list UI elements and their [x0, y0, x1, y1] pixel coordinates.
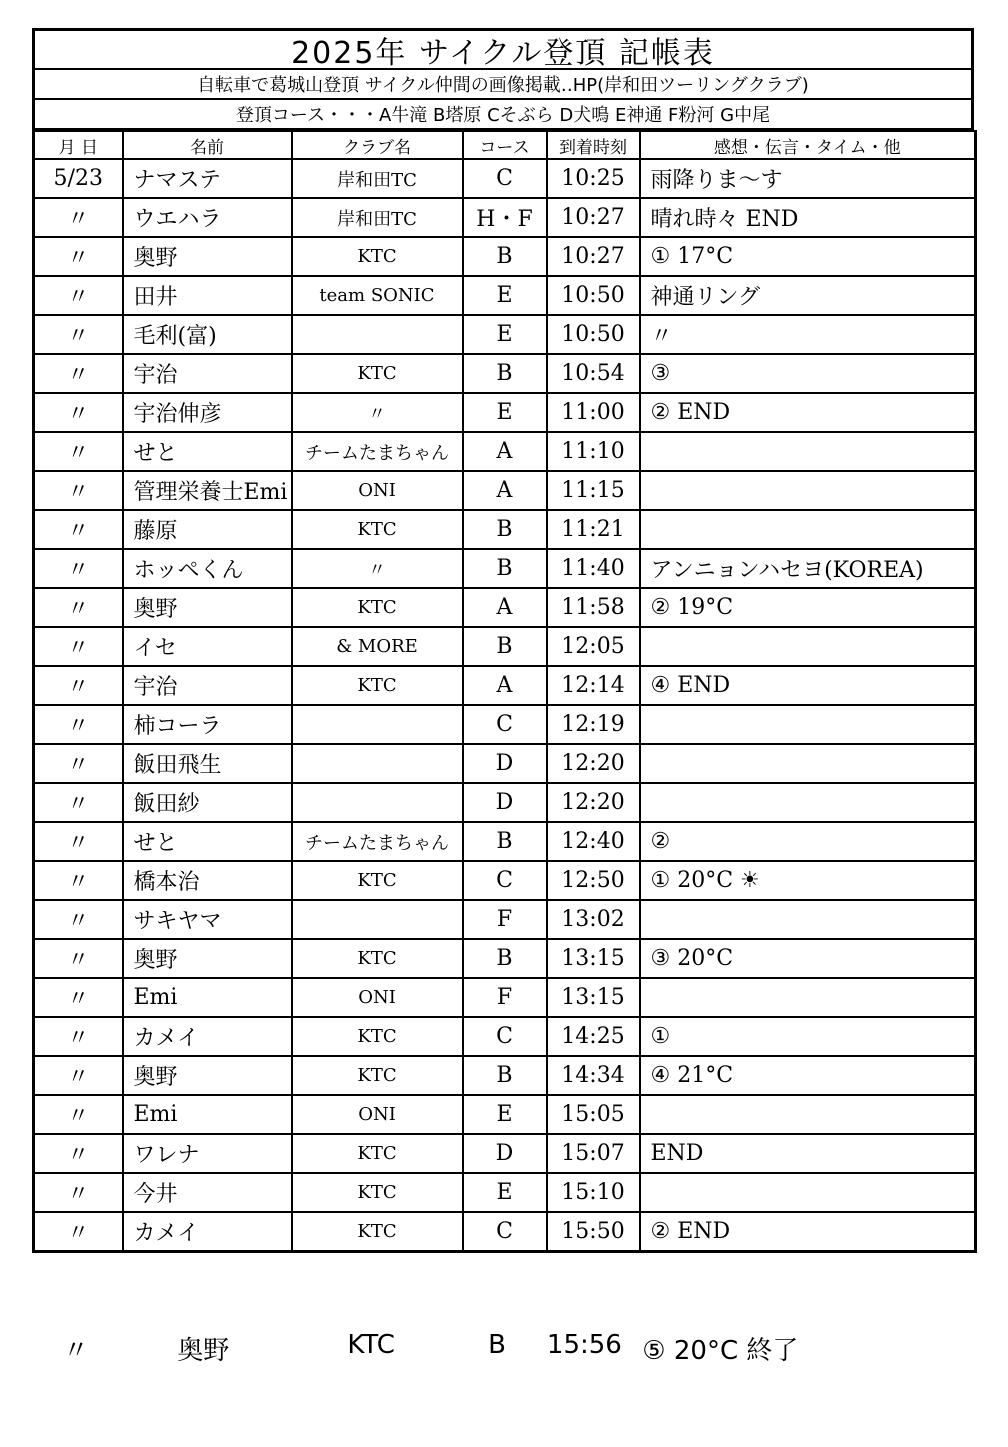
- row-name: ウエハラ: [123, 198, 292, 237]
- log-sheet: [32, 28, 974, 1253]
- row-comment: [640, 744, 976, 783]
- row-time: 11:00: [547, 393, 640, 432]
- row-club: KTC: [292, 354, 463, 393]
- row-comment: [640, 471, 976, 510]
- row-date: 〃: [34, 354, 123, 393]
- row-date: 〃: [34, 1056, 123, 1095]
- table-row: [34, 471, 976, 510]
- table-row: [34, 549, 976, 588]
- table-row: [34, 783, 976, 822]
- row-name: イセ: [123, 627, 292, 666]
- row-club: KTC: [292, 861, 463, 900]
- row-club: ONI: [292, 1095, 463, 1134]
- row-comment: [640, 627, 976, 666]
- table-row: [34, 666, 976, 705]
- row-club: [292, 315, 463, 354]
- row-name: 管理栄養士Emi: [123, 471, 292, 510]
- row-date: 〃: [34, 237, 123, 276]
- row-time: 12:20: [547, 744, 640, 783]
- header-time: 到着時刻: [547, 131, 640, 159]
- row-name: 奥野: [123, 1056, 292, 1095]
- row-time: 15:05: [547, 1095, 640, 1134]
- row-comment: ① 20°C ☀: [640, 861, 976, 900]
- row-course: A: [463, 588, 547, 627]
- header-course: コース: [463, 131, 547, 159]
- row-name: サキヤマ: [123, 900, 292, 939]
- header-row: [34, 131, 976, 159]
- row-comment: ① 17°C: [640, 237, 976, 276]
- row-course: A: [463, 432, 547, 471]
- row-time: 12:50: [547, 861, 640, 900]
- row-club: 〃: [292, 393, 463, 432]
- table-row: [34, 1056, 976, 1095]
- table-row: [34, 237, 976, 276]
- table-row: [34, 393, 976, 432]
- row-date: 〃: [34, 1134, 123, 1173]
- table-row: [34, 939, 976, 978]
- row-date: 〃: [34, 549, 123, 588]
- row-time: 15:50: [547, 1212, 640, 1252]
- row-comment: [640, 978, 976, 1017]
- table-row: [34, 1095, 976, 1134]
- row-comment: [640, 432, 976, 471]
- row-time: 10:50: [547, 315, 640, 354]
- table-row: [34, 705, 976, 744]
- row-name: せと: [123, 822, 292, 861]
- log-body: [34, 159, 976, 1252]
- row-name: 奥野: [123, 588, 292, 627]
- row-time: 13:15: [547, 939, 640, 978]
- row-course: B: [463, 510, 547, 549]
- row-comment: [640, 783, 976, 822]
- row-club: チームたまちゃん: [292, 432, 463, 471]
- row-name: Emi: [123, 978, 292, 1017]
- row-club: 〃: [292, 549, 463, 588]
- row-date: 〃: [34, 1017, 123, 1056]
- header-date: 月 日: [34, 131, 123, 159]
- row-date: 〃: [34, 1212, 123, 1252]
- row-name: ホッペくん: [123, 549, 292, 588]
- header-comment: 感想・伝言・タイム・他: [640, 131, 976, 159]
- row-name: ワレナ: [123, 1134, 292, 1173]
- row-comment: [640, 900, 976, 939]
- row-date: 〃: [34, 198, 123, 237]
- row-name: 宇治: [123, 666, 292, 705]
- table-row: [34, 1173, 976, 1212]
- row-comment: ② 19°C: [640, 588, 976, 627]
- row-time: 11:58: [547, 588, 640, 627]
- row-club: [292, 744, 463, 783]
- row-club: KTC: [292, 666, 463, 705]
- row-date: 〃: [34, 1173, 123, 1212]
- row-comment: 晴れ時々 END: [640, 198, 976, 237]
- table-row: [34, 588, 976, 627]
- row-comment: ④ END: [640, 666, 976, 705]
- table-row: [34, 1017, 976, 1056]
- row-course: C: [463, 705, 547, 744]
- table-row: [34, 510, 976, 549]
- row-name: せと: [123, 432, 292, 471]
- row-comment: END: [640, 1134, 976, 1173]
- row-date: 〃: [34, 861, 123, 900]
- row-club: KTC: [292, 1056, 463, 1095]
- row-date: 〃: [34, 471, 123, 510]
- row-club: チームたまちゃん: [292, 822, 463, 861]
- row-comment: ② END: [640, 1212, 976, 1252]
- row-date: 〃: [34, 588, 123, 627]
- row-date: 5/23: [34, 159, 123, 198]
- row-time: 14:25: [547, 1017, 640, 1056]
- table-row: [34, 1134, 976, 1173]
- row-time: 11:21: [547, 510, 640, 549]
- row-name: 宇治伸彦: [123, 393, 292, 432]
- table-row: [34, 432, 976, 471]
- row-course: D: [463, 1134, 547, 1173]
- table-row: [34, 744, 976, 783]
- final-time: 15:56: [546, 1330, 622, 1360]
- row-time: 10:27: [547, 237, 640, 276]
- row-course: A: [463, 666, 547, 705]
- row-comment: ④ 21°C: [640, 1056, 976, 1095]
- row-club: KTC: [292, 1134, 463, 1173]
- row-name: ナマステ: [123, 159, 292, 198]
- row-course: E: [463, 1173, 547, 1212]
- row-club: [292, 900, 463, 939]
- row-time: 10:54: [547, 354, 640, 393]
- row-time: 12:19: [547, 705, 640, 744]
- table-row: [34, 354, 976, 393]
- row-date: 〃: [34, 705, 123, 744]
- row-comment: 〃: [640, 315, 976, 354]
- row-time: 12:05: [547, 627, 640, 666]
- row-date: 〃: [34, 1095, 123, 1134]
- table-row: [34, 627, 976, 666]
- row-course: E: [463, 393, 547, 432]
- log-table: [32, 130, 977, 1253]
- row-comment: ② END: [640, 393, 976, 432]
- row-name: 奥野: [123, 237, 292, 276]
- row-course: B: [463, 354, 547, 393]
- row-time: 15:07: [547, 1134, 640, 1173]
- row-time: 10:27: [547, 198, 640, 237]
- row-time: 10:25: [547, 159, 640, 198]
- row-date: 〃: [34, 744, 123, 783]
- row-course: C: [463, 1017, 547, 1056]
- row-comment: ①: [640, 1017, 976, 1056]
- row-name: 毛利(富): [123, 315, 292, 354]
- row-time: 10:50: [547, 276, 640, 315]
- final-entry: [32, 1330, 974, 1367]
- row-club: KTC: [292, 1212, 463, 1252]
- row-comment: [640, 705, 976, 744]
- row-date: 〃: [34, 822, 123, 861]
- row-course: B: [463, 1056, 547, 1095]
- row-club: KTC: [292, 588, 463, 627]
- row-club: KTC: [292, 939, 463, 978]
- final-club: KTC: [347, 1330, 395, 1360]
- row-time: 13:15: [547, 978, 640, 1017]
- row-date: 〃: [34, 315, 123, 354]
- sheet-title: 2025年 サイクル登頂 記帳表: [32, 28, 974, 70]
- row-date: 〃: [34, 627, 123, 666]
- row-course: F: [463, 900, 547, 939]
- row-date: 〃: [34, 393, 123, 432]
- final-date: 〃: [62, 1336, 89, 1366]
- row-comment: ②: [640, 822, 976, 861]
- final-comment: ⑤ 20°C 終了: [642, 1336, 799, 1366]
- row-club: KTC: [292, 1173, 463, 1212]
- row-date: 〃: [34, 432, 123, 471]
- final-name: 奥野: [177, 1336, 230, 1366]
- sheet-subtitle: 自転車で葛城山登頂 サイクル仲間の画像掲載‥HP(岸和田ツーリングクラブ): [32, 70, 974, 100]
- row-course: B: [463, 822, 547, 861]
- row-time: 14:34: [547, 1056, 640, 1095]
- row-name: 宇治: [123, 354, 292, 393]
- row-course: E: [463, 315, 547, 354]
- row-date: 〃: [34, 510, 123, 549]
- table-row: [34, 861, 976, 900]
- row-comment: [640, 1095, 976, 1134]
- row-name: カメイ: [123, 1212, 292, 1252]
- row-date: 〃: [34, 978, 123, 1017]
- row-course: E: [463, 276, 547, 315]
- row-comment: ③: [640, 354, 976, 393]
- row-name: 奥野: [123, 939, 292, 978]
- row-date: 〃: [34, 783, 123, 822]
- table-row: [34, 822, 976, 861]
- row-course: A: [463, 471, 547, 510]
- header-club: クラブ名: [292, 131, 463, 159]
- row-club: ONI: [292, 471, 463, 510]
- header-name: 名前: [123, 131, 292, 159]
- row-club: 岸和田TC: [292, 198, 463, 237]
- row-name: Emi: [123, 1095, 292, 1134]
- course-legend: 登頂コース・・・A牛滝 B塔原 Cそぶら D犬鳴 E神通 F粉河 G中尾: [32, 100, 974, 130]
- row-name: 今井: [123, 1173, 292, 1212]
- table-row: [34, 315, 976, 354]
- table-row: [34, 978, 976, 1017]
- row-name: 飯田紗: [123, 783, 292, 822]
- row-date: 〃: [34, 276, 123, 315]
- row-time: 11:15: [547, 471, 640, 510]
- row-name: カメイ: [123, 1017, 292, 1056]
- row-time: 12:20: [547, 783, 640, 822]
- row-time: 12:14: [547, 666, 640, 705]
- row-course: B: [463, 627, 547, 666]
- row-time: 13:02: [547, 900, 640, 939]
- table-row: [34, 900, 976, 939]
- row-comment: 神通リング: [640, 276, 976, 315]
- table-row: [34, 1212, 976, 1252]
- row-time: 11:40: [547, 549, 640, 588]
- row-club: ONI: [292, 978, 463, 1017]
- row-course: C: [463, 861, 547, 900]
- row-course: D: [463, 744, 547, 783]
- row-name: 柿コーラ: [123, 705, 292, 744]
- row-course: B: [463, 237, 547, 276]
- row-date: 〃: [34, 666, 123, 705]
- table-row: [34, 198, 976, 237]
- row-course: C: [463, 159, 547, 198]
- row-time: 15:10: [547, 1173, 640, 1212]
- row-course: H・F: [463, 198, 547, 237]
- final-course: B: [488, 1330, 506, 1360]
- row-time: 11:10: [547, 432, 640, 471]
- row-comment: [640, 1173, 976, 1212]
- row-name: 田井: [123, 276, 292, 315]
- row-club: KTC: [292, 1017, 463, 1056]
- row-time: 12:40: [547, 822, 640, 861]
- row-club: team SONIC: [292, 276, 463, 315]
- row-club: 岸和田TC: [292, 159, 463, 198]
- row-club: KTC: [292, 237, 463, 276]
- row-date: 〃: [34, 900, 123, 939]
- row-club: [292, 705, 463, 744]
- row-name: 飯田飛生: [123, 744, 292, 783]
- row-comment: アンニョンハセヨ(KOREA): [640, 549, 976, 588]
- row-course: D: [463, 783, 547, 822]
- row-comment: ③ 20°C: [640, 939, 976, 978]
- row-comment: 雨降りま～す: [640, 159, 976, 198]
- row-club: [292, 783, 463, 822]
- row-course: E: [463, 1095, 547, 1134]
- row-name: 橋本治: [123, 861, 292, 900]
- row-date: 〃: [34, 939, 123, 978]
- row-comment: [640, 510, 976, 549]
- row-club: & MORE: [292, 627, 463, 666]
- row-course: C: [463, 1212, 547, 1252]
- row-club: KTC: [292, 510, 463, 549]
- row-course: B: [463, 549, 547, 588]
- table-row: [34, 159, 976, 198]
- row-course: F: [463, 978, 547, 1017]
- table-row: [34, 276, 976, 315]
- row-course: B: [463, 939, 547, 978]
- row-name: 藤原: [123, 510, 292, 549]
